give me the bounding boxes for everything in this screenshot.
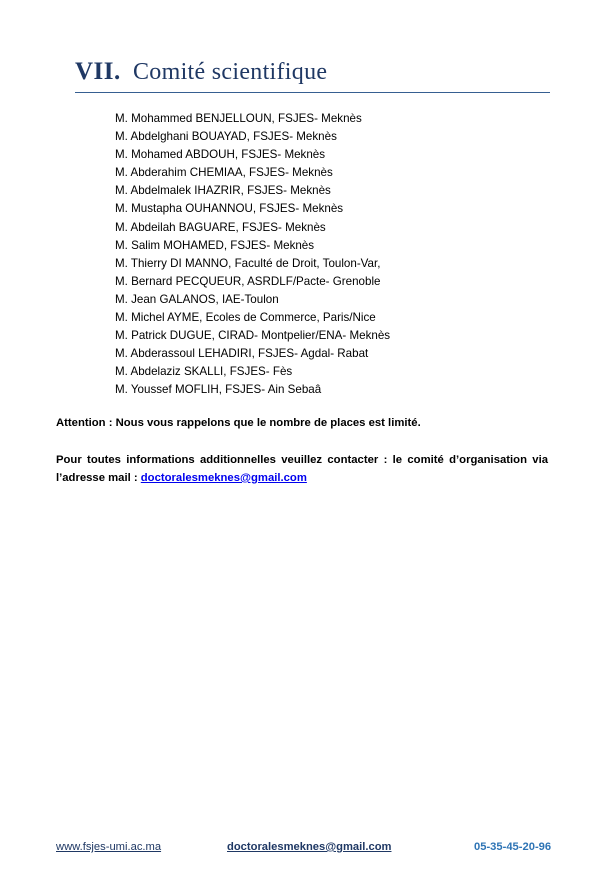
attention-notice: Attention : Nous vous rappelons que le nombre de places est limité. [56,417,421,429]
contact-email-link[interactable]: doctoralesmeknes@gmail.com [140,472,307,484]
member-item: M. Abdelmalek IHAZRIR, FSJES- Meknès [115,184,331,198]
contact-paragraph [56,451,548,487]
member-item: M. Abderassoul LEHADIRI, FSJES- Agdal- Rabat [115,347,369,361]
section-number: VII. [75,58,121,85]
contact-email-line [56,469,548,487]
member-item: M. Bernard PECQUEUR, ASRDLF/Pacte- Grenoble [115,274,381,288]
committee-member-list [115,110,390,400]
footer-phone: 05-35-45-20-96 [474,841,552,853]
member-item: M. Michel AYME, Ecoles de Commerce, Paris/Nice [115,311,376,325]
footer-website [56,839,161,855]
member-item: M. Youssef MOFLIH, FSJES- Ain Sebaâ [115,383,322,397]
contact-email-prefix: l’adresse mail : [56,472,141,484]
contact-text: Pour toutes informations additionnelles veuillez contacter : le comité d’organisation via [56,454,548,466]
member-item: M. Jean GALANOS, IAE-Toulon [115,292,279,306]
footer-website-link[interactable]: www.fsjes-umi.ac.ma [56,841,162,853]
member-item: M. Mohamed ABDOUH, FSJES- Meknès [115,148,326,162]
member-item: M. Patrick DUGUE, CIRAD- Montpelier/ENA- Meknès [115,329,391,343]
member-item: M. Mustapha OUHANNOU, FSJES- Meknès [115,202,344,216]
member-item: M. Salim MOHAMED, FSJES- Meknès [115,238,315,252]
member-item: M. Abdelaziz SKALLI, FSJES- Fès [115,365,293,379]
section-heading [75,58,550,93]
member-item: M. Abdeilah BAGUARE, FSJES- Meknès [115,220,326,234]
footer-email-link[interactable]: doctoralesmeknes@gmail.com [227,841,392,853]
member-item: M. Abdelghani BOUAYAD, FSJES- Meknès [115,130,337,144]
member-item: M. Mohammed BENJELLOUN, FSJES- Meknès [115,112,362,125]
member-item: M. Abderahim CHEMIAA, FSJES- Meknès [115,166,333,180]
section-title: Comité scientifique [133,59,328,85]
member-item: M. Thierry DI MANNO, Faculté de Droit, Toulon-Var, [115,256,381,270]
footer-email [227,839,392,855]
